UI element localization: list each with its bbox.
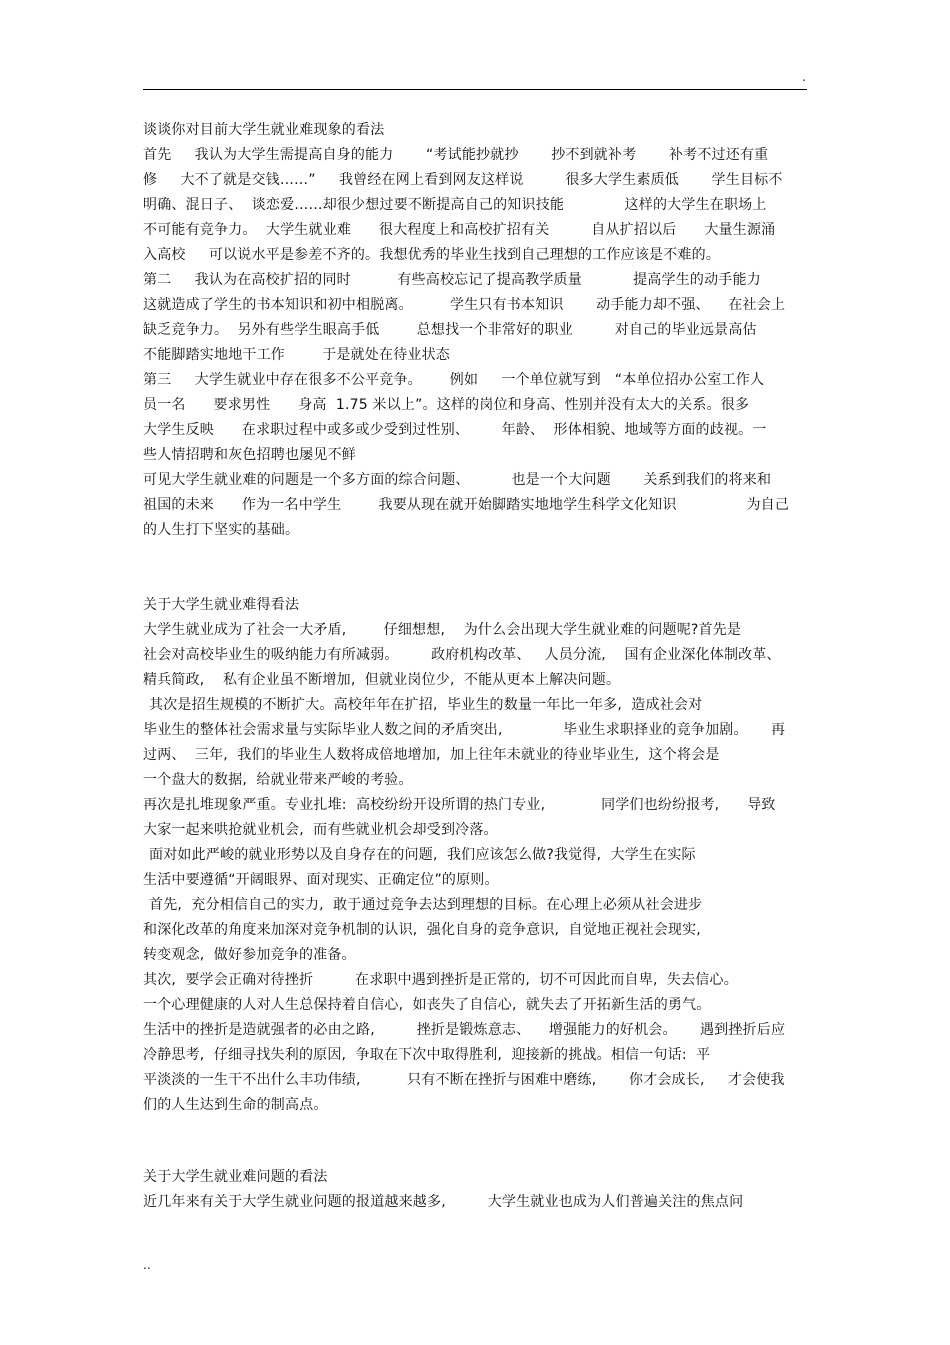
text-line: 明确、混日子、 谈恋爱……却很少想过要不断提高自己的知识技能 这样的大学生在职场上 [143,197,767,213]
text-line: 一个盘大的数据, 给就业带来严峻的考验。 [143,772,413,788]
text-line: 些人情招聘和灰色招聘也屡见不鲜 [143,447,356,463]
text-line: 一个心理健康的人对人生总保持着自信心, 如丧失了自信心, 就失去了开拓新生活的勇气。 [143,997,711,1013]
section-title: 谈谈你对目前大学生就业难现象的看法 [143,122,385,138]
text-line: 员一名 要求男性 身高 1.75 米以上”。这样的岗位和身高、性别并没有太大的关系。很多 [143,397,750,413]
text-line: 生活中的挫折是造就强者的必由之路, 挫折是锻炼意志、 增强能力的好机会。 遇到挫折后应 [143,1022,786,1038]
text-line: 不可能有竞争力。 大学生就业难 很大程度上和高校扩招有关 自从扩招以后 大量生源涌 [143,222,776,238]
text-line: 首先 我认为大学生需提高自身的能力 “考试能抄就抄 抄不到就补考 补考不过还有重 [143,147,769,163]
text-line: 转变观念, 做好参加竞争的准备。 [143,947,356,963]
text-line: 其次是招生规模的不断扩大。高校年年在扩招, 毕业生的数量一年比一年多, 造成社会对 [149,697,703,713]
text-line: 精兵简政, 私有企业虽不断增加, 但就业岗位少, 不能从更本上解决问题。 [143,672,621,688]
text-line: 们的人生达到生命的制高点。 [143,1097,328,1113]
text-line: 第二 我认为在高校扩招的同时 有些高校忘记了提高教学质量 提高学生的动手能力 [143,272,761,288]
text-line: 入高校 可以说水平是参差不齐的。我想优秀的毕业生找到自己理想的工作应该是不难的。 [143,247,721,263]
text-line: 社会对高校毕业生的吸纳能力有所减弱。 政府机构改革、 人员分流, 国有企业深化体制改革、 [143,647,781,663]
text-line: 其次, 要学会正确对待挫折 在求职中遇到挫折是正常的, 切不可因此而自卑, 失去信心。 [143,972,738,988]
text-line: 近几年来有关于大学生就业问题的报道越来越多, 大学生就业也成为人们普遍关注的焦点问 [143,1194,744,1210]
text-line: 平淡淡的一生干不出什么丰功伟绩, 只有不断在挫折与困难中磨练, 你才会成长, 才会使我 [143,1072,785,1088]
text-line: 不能脚踏实地地干工作 于是就处在待业状态 [143,347,451,363]
header-corner-mark: . [802,70,806,84]
text-line: 大家一起来哄抢就业机会, 而有些就业机会却受到冷落。 [143,822,498,838]
text-line: 大学生就业成为了社会一大矛盾, 仔细想想, 为什么会出现大学生就业难的问题呢?首先是 [143,622,742,638]
text-line: 大学生反映 在求职过程中或多或少受到过性别、 年龄、 形体相貌、地域等方面的歧视。一 [143,422,767,438]
text-line: 修 大不了就是交钱……” 我曾经在网上看到网友这样说 很多大学生素质低 学生目标不 [143,172,783,188]
text-line: 可见大学生就业难的问题是一个多方面的综合问题、 也是一个大问题 关系到我们的将来和 [143,472,772,488]
text-line: 过两、 三年, 我们的毕业生人数将成倍地增加, 加上往年未就业的待业毕业生, 这个将会是 [143,747,720,763]
text-line: 的人生打下坚实的基础。 [143,522,300,538]
section-title: 关于大学生就业难问题的看法 [143,1169,328,1185]
text-line: 和深化改革的角度来加深对竞争机制的认识, 强化自身的竞争意识, 自觉地正视社会现实, [143,922,701,938]
text-line: 生活中要遵循“开阔眼界、面对现实、正确定位”的原则。 [143,872,499,888]
text-line: 冷静思考, 仔细寻找失利的原因, 争取在下次中取得胜利, 迎接新的挑战。相信一句话: 平 [143,1047,711,1063]
footer-mark: .. [143,1258,151,1272]
text-line: 祖国的未来 作为一名中学生 我要从现在就开始脚踏实地地学生科学文化知识 为自己 [143,497,790,513]
text-line: 面对如此严峻的就业形势以及自身存在的问题, 我们应该怎么做?我觉得, 大学生在实际 [149,847,696,863]
section-title: 关于大学生就业难得看法 [143,597,300,613]
text-line: 第三 大学生就业中存在很多不公平竞争。 例如 一个单位就写到 “本单位招办公室工作人 [143,372,765,388]
text-line: 毕业生的整体社会需求量与实际毕业人数之间的矛盾突出, 毕业生求职择业的竞争加剧。 再 [143,722,786,738]
text-line: 首先, 充分相信自己的实力, 敢于通过竞争去达到理想的目标。在心理上必须从社会进步 [149,897,703,913]
text-line: 这就造成了学生的书本知识和初中相脱离。 学生只有书本知识 动手能力却不强、 在社会上 [143,297,786,313]
text-line: 再次是扎堆现象严重。专业扎堆: 高校纷纷开设所谓的热门专业, 同学们也纷纷报考, 导致 [143,797,776,813]
text-line: 缺乏竞争力。 另外有些学生眼高手低 总想找一个非常好的职业 对自己的毕业远景高估 [143,322,757,338]
